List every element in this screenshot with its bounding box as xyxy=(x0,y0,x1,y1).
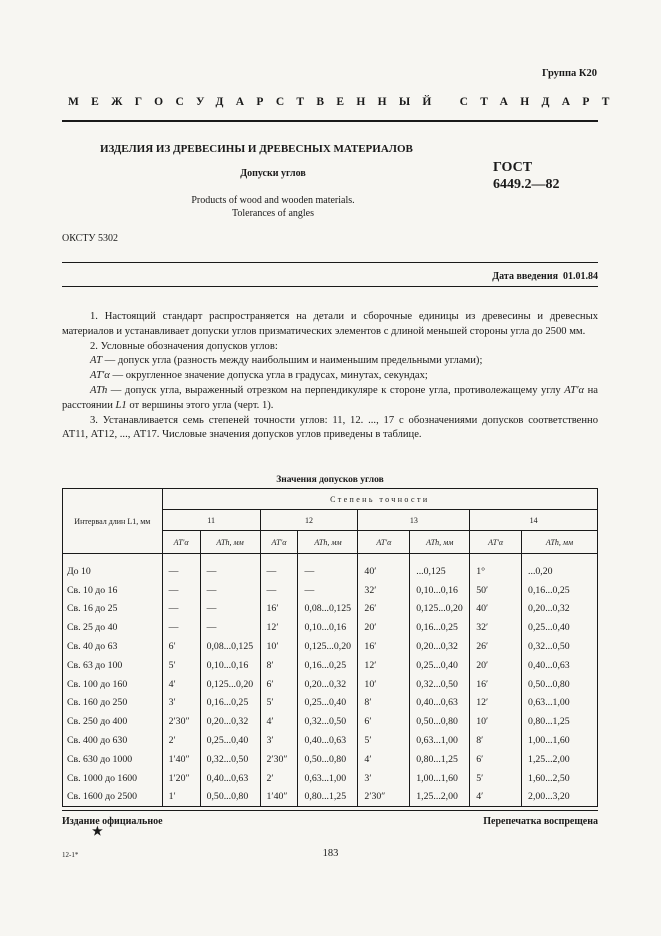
cell-c13h: 0,80...1,25 xyxy=(410,750,470,769)
cell-c12h: 0,20...0,32 xyxy=(298,675,358,694)
symbol-l1: L1 xyxy=(115,399,127,411)
cell-c13a: 12′ xyxy=(358,656,410,675)
cell-c13h: 1,25...2,00 xyxy=(410,788,470,807)
cell-c11h: 0,08...0,125 xyxy=(200,637,260,656)
cell-c12a: 4′ xyxy=(260,712,298,731)
cell-c13h: 0,25...0,40 xyxy=(410,656,470,675)
cell-c11h: — xyxy=(200,618,260,637)
cell-c13a: 4′ xyxy=(358,750,410,769)
official-edition: Издание официальное xyxy=(62,816,163,827)
cell-c11h: 0,16...0,25 xyxy=(200,694,260,713)
paragraph-3: 3. Устанавливается семь степеней точности углов: 11, 12. ..., 17 с обозначениями допусков соответственно АТ11, АТ12, ..., АТ17. Числовые значения допусков углов приведены в таблице. xyxy=(62,414,598,441)
cell-interval: Св. 1600 до 2500 xyxy=(63,788,163,807)
header-at-alpha-12: AT′α xyxy=(260,531,298,554)
header-rule xyxy=(62,120,598,122)
cell-c12h: 0,40...0,63 xyxy=(298,731,358,750)
cell-c11a: 6′ xyxy=(162,637,200,656)
header-degree-12: 12 xyxy=(260,510,358,531)
group-code: Группа К20 xyxy=(541,68,597,79)
cell-c11h: 0,25...0,40 xyxy=(200,731,260,750)
cell-c12a: 8′ xyxy=(260,656,298,675)
cell-c11a: — xyxy=(162,562,200,581)
cell-c14h: 0,80...1,25 xyxy=(522,712,598,731)
cell-c14h: 1,60...2,50 xyxy=(522,769,598,788)
cell-c14a: 12′ xyxy=(470,694,522,713)
header-at-alpha-14: AT′α xyxy=(470,531,522,554)
cell-c11h: 0,40...0,63 xyxy=(200,769,260,788)
page-number: 183 xyxy=(322,848,339,859)
intro-date-label: Дата введения xyxy=(492,271,558,282)
gost-number: 6449.2—82 xyxy=(493,177,560,192)
cell-c14h: 0,32...0,50 xyxy=(522,637,598,656)
gost-label: ГОСТ xyxy=(493,160,533,175)
header-at-h-11: ATh, мм xyxy=(200,531,260,554)
cell-c12a: 12′ xyxy=(260,618,298,637)
cell-c12h: 0,63...1,00 xyxy=(298,769,358,788)
intro-rule xyxy=(62,286,598,287)
cell-c14a: 26′ xyxy=(470,637,522,656)
table-title: Значения допусков углов xyxy=(276,475,384,485)
cell-c14h: 0,50...0,80 xyxy=(522,675,598,694)
table-row xyxy=(63,712,598,731)
document-subtitle: Допуски углов xyxy=(240,168,306,179)
okstu-code: ОКСТУ 5302 xyxy=(62,233,119,244)
cell-c12h: 0,08...0,125 xyxy=(298,600,358,619)
table-row xyxy=(63,618,598,637)
print-code: 12-1* xyxy=(62,851,79,859)
header-degree-14: 14 xyxy=(470,510,598,531)
symbol-at: AT xyxy=(90,355,102,367)
cell-c13h: 0,125...0,20 xyxy=(410,600,470,619)
cell-c13h: 0,16...0,25 xyxy=(410,618,470,637)
english-title-line1: Products of wood and wooden materials. xyxy=(191,195,355,206)
cell-c14h: ...0,20 xyxy=(522,562,598,581)
header-degree-11: 11 xyxy=(162,510,260,531)
cell-c14h: 1,00...1,60 xyxy=(522,731,598,750)
cell-c12h: 0,50...0,80 xyxy=(298,750,358,769)
definition-at-h-text3: от вершины этого угла (черт. 1). xyxy=(126,399,274,411)
cell-interval: Св. 16 до 25 xyxy=(63,600,163,619)
cell-interval: Св. 25 до 40 xyxy=(63,618,163,637)
table-row xyxy=(63,769,598,788)
table-row xyxy=(63,694,598,713)
cell-c13a: 8′ xyxy=(358,694,410,713)
cell-c11h: — xyxy=(200,581,260,600)
cell-c13h: 0,32...0,50 xyxy=(410,675,470,694)
cell-c13a: 6′ xyxy=(358,712,410,731)
cell-c11a: 3′ xyxy=(162,694,200,713)
definition-at xyxy=(62,354,598,369)
cell-c11h: 0,32...0,50 xyxy=(200,750,260,769)
cell-c14a: 5′ xyxy=(470,769,522,788)
cell-c11a: — xyxy=(162,600,200,619)
cell-c14a: 4′ xyxy=(470,788,522,807)
title-rule xyxy=(62,262,598,263)
cell-c12a: 1′40″ xyxy=(260,788,298,807)
cell-c11h: — xyxy=(200,600,260,619)
cell-c11a: 4′ xyxy=(162,675,200,694)
cell-c11a: 1′40″ xyxy=(162,750,200,769)
cell-interval: Св. 100 до 160 xyxy=(63,675,163,694)
cell-c13a: 20′ xyxy=(358,618,410,637)
cell-interval: Св. 63 до 100 xyxy=(63,656,163,675)
cell-c14a: 16′ xyxy=(470,675,522,694)
cell-c13a: 32′ xyxy=(358,581,410,600)
header-interval: Интервал длин L1, мм xyxy=(63,489,163,554)
cell-interval: Св. 10 до 16 xyxy=(63,581,163,600)
cell-c14a: 40′ xyxy=(470,600,522,619)
cell-c12h: 0,80...1,25 xyxy=(298,788,358,807)
table-row xyxy=(63,675,598,694)
header-degree-13: 13 xyxy=(358,510,470,531)
table-row xyxy=(63,562,598,581)
cell-c14h: 0,25...0,40 xyxy=(522,618,598,637)
cell-c14h: 0,16...0,25 xyxy=(522,581,598,600)
cell-c13a: 3′ xyxy=(358,769,410,788)
cell-c13a: 40′ xyxy=(358,562,410,581)
definition-at-h-text: — допуск угла, выраженный отрезком на перпендикуляре к стороне угла, противолежащему углу xyxy=(107,384,565,396)
cell-c12h: 0,16...0,25 xyxy=(298,656,358,675)
table-row xyxy=(63,637,598,656)
english-title xyxy=(100,195,446,220)
reprint-prohibited: Перепечатка воспрещена xyxy=(483,816,598,827)
cell-c12h: 0,10...0,16 xyxy=(298,618,358,637)
cell-c13h: 0,63...1,00 xyxy=(410,731,470,750)
cell-c14h: 1,25...2,00 xyxy=(522,750,598,769)
cell-c14a: 32′ xyxy=(470,618,522,637)
header-at-alpha-13: AT′α xyxy=(358,531,410,554)
cell-c11a: 5′ xyxy=(162,656,200,675)
definition-at-h-text2: на расстоянии xyxy=(62,384,598,411)
header-at-h-12: ATh, мм xyxy=(298,531,358,554)
definition-at-alpha-text: — округленное значение допуска угла в градусах, минутах, секундах; xyxy=(109,370,428,382)
cell-c12a: — xyxy=(260,562,298,581)
cell-c13h: 0,20...0,32 xyxy=(410,637,470,656)
cell-c13a: 16′ xyxy=(358,637,410,656)
cell-c11a: — xyxy=(162,581,200,600)
definition-at-h xyxy=(62,384,598,414)
cell-c13h: 0,50...0,80 xyxy=(410,712,470,731)
header-at-h-13: ATh, мм xyxy=(410,531,470,554)
cell-c12a: 3′ xyxy=(260,731,298,750)
table-row xyxy=(63,750,598,769)
cell-c13a: 10′ xyxy=(358,675,410,694)
table-row xyxy=(63,656,598,675)
introduction-date xyxy=(492,271,598,282)
cell-c12h: 0,32...0,50 xyxy=(298,712,358,731)
cell-c11a: 2′ xyxy=(162,731,200,750)
cell-c11h: 0,10...0,16 xyxy=(200,656,260,675)
banner-word-standard: СТАНДАРТ xyxy=(459,96,622,108)
header-degree: Степень точности xyxy=(162,489,597,510)
cell-interval: Св. 630 до 1000 xyxy=(63,750,163,769)
paragraph-2: 2. Условные обозначения допусков углов: xyxy=(90,340,278,352)
symbol-at-alpha-ref: AT′α xyxy=(564,384,585,396)
cell-interval: Св. 250 до 400 xyxy=(63,712,163,731)
cell-c14a: 6′ xyxy=(470,750,522,769)
footer-rule xyxy=(62,810,598,811)
star-icon: ★ xyxy=(92,824,103,838)
cell-c12a: 5′ xyxy=(260,694,298,713)
cell-c14h: 0,20...0,32 xyxy=(522,600,598,619)
symbol-at-alpha: AT′α xyxy=(90,370,110,382)
cell-c14h: 2,00...3,20 xyxy=(522,788,598,807)
cell-c11a: 1′20″ xyxy=(162,769,200,788)
paragraph-1: 1. Настоящий стандарт распространяется на детали и сборочные единицы из древесины и древесных материалов и устанавливает допуски углов призматических элементов с длиной меньшей стороны угла до 2500 мм. xyxy=(62,311,598,337)
cell-c11a: — xyxy=(162,618,200,637)
intro-date-value: 01.01.84 xyxy=(563,271,598,282)
cell-c13h: ...0,125 xyxy=(410,562,470,581)
cell-c11h: 0,20...0,32 xyxy=(200,712,260,731)
cell-c12a: 6′ xyxy=(260,675,298,694)
cell-interval: Св. 40 до 63 xyxy=(63,637,163,656)
cell-c13a: 26′ xyxy=(358,600,410,619)
cell-c12a: — xyxy=(260,581,298,600)
cell-c14a: 20′ xyxy=(470,656,522,675)
header-at-h-14: ATh, мм xyxy=(522,531,598,554)
cell-c14a: 8′ xyxy=(470,731,522,750)
cell-c12h: 0,25...0,40 xyxy=(298,694,358,713)
cell-c14a: 50′ xyxy=(470,581,522,600)
cell-interval: Св. 400 до 630 xyxy=(63,731,163,750)
table-row xyxy=(63,731,598,750)
banner-word-interstate: МЕЖГОСУДАРСТВЕННЫЙ xyxy=(68,96,444,108)
standard-banner xyxy=(68,96,622,108)
cell-c14a: 10′ xyxy=(470,712,522,731)
cell-c12h: 0,125...0,20 xyxy=(298,637,358,656)
cell-c12h: — xyxy=(298,562,358,581)
cell-c13a: 5′ xyxy=(358,731,410,750)
cell-c13h: 1,00...1,60 xyxy=(410,769,470,788)
cell-interval: Св. 1000 до 1600 xyxy=(63,769,163,788)
table-row xyxy=(63,600,598,619)
cell-c13a: 2′30″ xyxy=(358,788,410,807)
cell-c11h: 0,50...0,80 xyxy=(200,788,260,807)
english-title-line2: Tolerances of angles xyxy=(231,207,315,219)
cell-c12a: 2′ xyxy=(260,769,298,788)
cell-c14a: 1° xyxy=(470,562,522,581)
table-row xyxy=(63,581,598,600)
cell-c11a: 2′30″ xyxy=(162,712,200,731)
table-row xyxy=(63,788,598,807)
cell-c14h: 0,63...1,00 xyxy=(522,694,598,713)
table-spacer-row xyxy=(63,554,598,563)
document-title: ИЗДЕЛИЯ ИЗ ДРЕВЕСИНЫ И ДРЕВЕСНЫХ МАТЕРИАЛОВ xyxy=(100,143,413,155)
body-text xyxy=(62,310,598,443)
symbol-at-h: ATh xyxy=(90,384,108,396)
header-at-alpha-11: AT′α xyxy=(162,531,200,554)
gost-designation xyxy=(493,159,560,193)
cell-c11h: — xyxy=(200,562,260,581)
cell-c12a: 2′30″ xyxy=(260,750,298,769)
cell-c12h: — xyxy=(298,581,358,600)
cell-c13h: 0,40...0,63 xyxy=(410,694,470,713)
definition-at-text: — допуск угла (разность между наибольшим и наименьшим предельными углами); xyxy=(101,355,483,367)
cell-c12a: 10′ xyxy=(260,637,298,656)
cell-interval: Св. 160 до 250 xyxy=(63,694,163,713)
cell-c11a: 1′ xyxy=(162,788,200,807)
cell-c12a: 16′ xyxy=(260,600,298,619)
cell-c11h: 0,125...0,20 xyxy=(200,675,260,694)
tolerance-table xyxy=(62,488,598,807)
cell-c14h: 0,40...0,63 xyxy=(522,656,598,675)
definition-at-alpha xyxy=(62,369,598,384)
cell-interval: До 10 xyxy=(63,562,163,581)
cell-c13h: 0,10...0,16 xyxy=(410,581,470,600)
